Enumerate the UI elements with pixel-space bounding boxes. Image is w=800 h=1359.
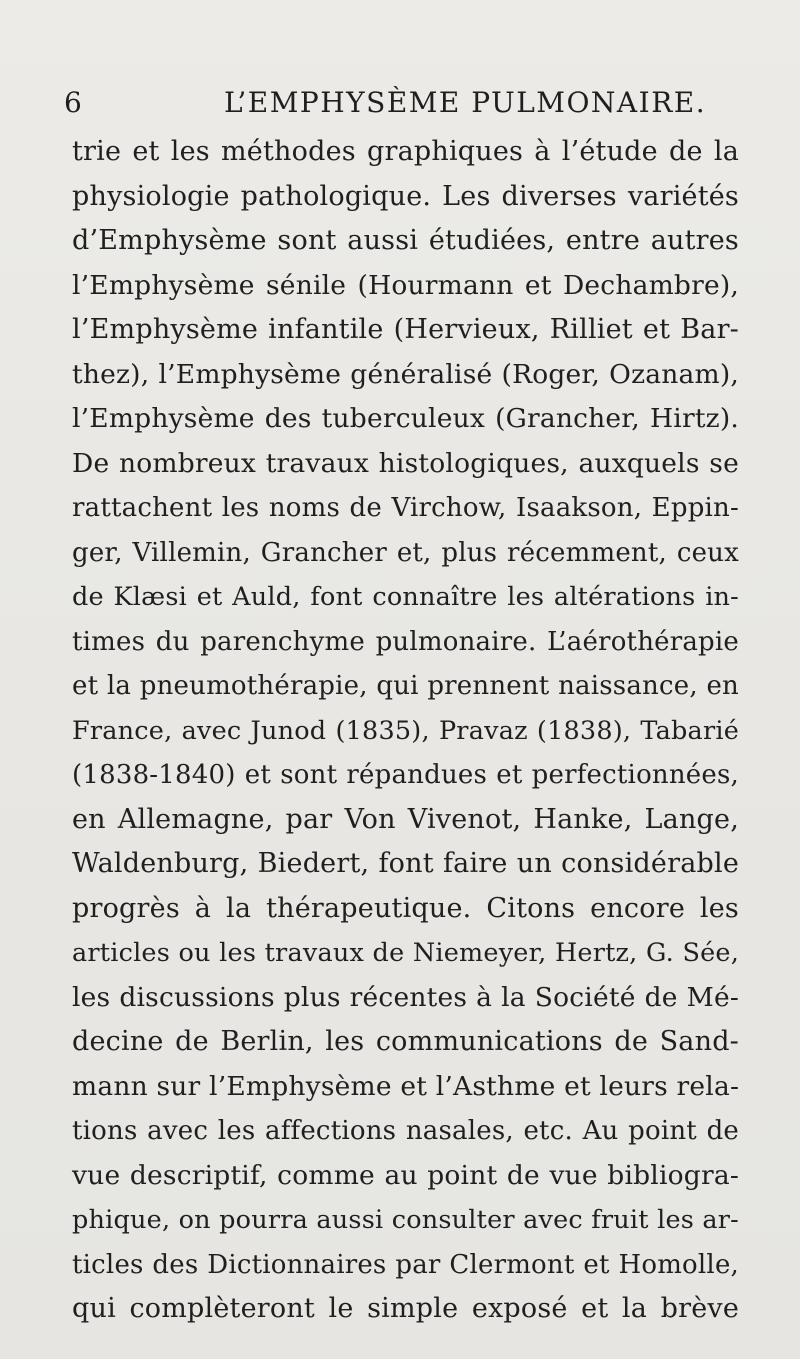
text-line: Waldenburg, Biedert, font faire un considérable [72, 848, 739, 879]
page-header [64, 86, 736, 126]
text-line: trie et les méthodes graphiques à l’étude de la [72, 136, 739, 167]
text-line: en Allemagne, par Von Vivenot, Hanke, Lange, [72, 803, 739, 835]
page-number: 6 [64, 86, 83, 119]
text-line: de Klæsi et Auld, font connaître les altérations in- [72, 582, 739, 612]
body-text [72, 130, 739, 1332]
text-line: d’Emphysème sont aussi étudiées, entre autres [72, 225, 739, 256]
text-line: times du parenchyme pulmonaire. L’aérothérapie [72, 626, 739, 657]
text-line: articles ou les travaux de Niemeyer, Hertz, G. Sée, [72, 938, 739, 968]
text-line: decine de Berlin, les communications de Sand- [72, 1026, 739, 1057]
text-line: les discussions plus récentes à la Société de Mé- [72, 981, 739, 1013]
text-line: l’Emphysème des tuberculeux (Grancher, Hirtz). [72, 403, 739, 434]
text-line: mann sur l’Emphysème et l’Asthme et leurs rela- [72, 1070, 740, 1102]
text-line: l’Emphysème sénile (Hourmann et Dechambre), [72, 269, 739, 301]
text-line: vue descriptif, comme au point de vue bibliogra- [72, 1159, 739, 1191]
text-line: progrès à la thérapeutique. Citons encore les [72, 892, 739, 924]
text-line: tions avec les affections nasales, etc. Au point de [72, 1116, 739, 1146]
text-line: (1838-1840) et sont répandues et perfectionnées, [72, 760, 739, 790]
text-line: phique, on pourra aussi consulter avec fruit les ar- [72, 1205, 739, 1235]
text-line: ticles des Dictionnaires par Clermont et Homolle, [72, 1249, 739, 1280]
text-line: France, avec Junod (1835), Pravaz (1838), Tabarié [72, 715, 739, 746]
text-line: physiologie pathologique. Les diverses variétés [72, 180, 739, 212]
text-line: ger, Villemin, Grancher et, plus récemment, ceux [72, 537, 739, 568]
text-line: De nombreux travaux histologiques, auxquels se [72, 447, 739, 479]
running-title: L’EMPHYSÈME PULMONAIRE. [224, 86, 707, 119]
text-line: thez), l’Emphysème généralisé (Roger, Ozanam), [72, 358, 739, 390]
text-line: rattachent les noms de Virchow, Isaakson, Eppin- [72, 493, 739, 523]
text-line: l’Emphysème infantile (Hervieux, Rilliet et Bar- [72, 314, 739, 345]
text-line: qui complèteront le simple exposé et la brève [72, 1293, 739, 1324]
text-line: et la pneumothérapie, qui prennent naissance, en [72, 671, 739, 701]
